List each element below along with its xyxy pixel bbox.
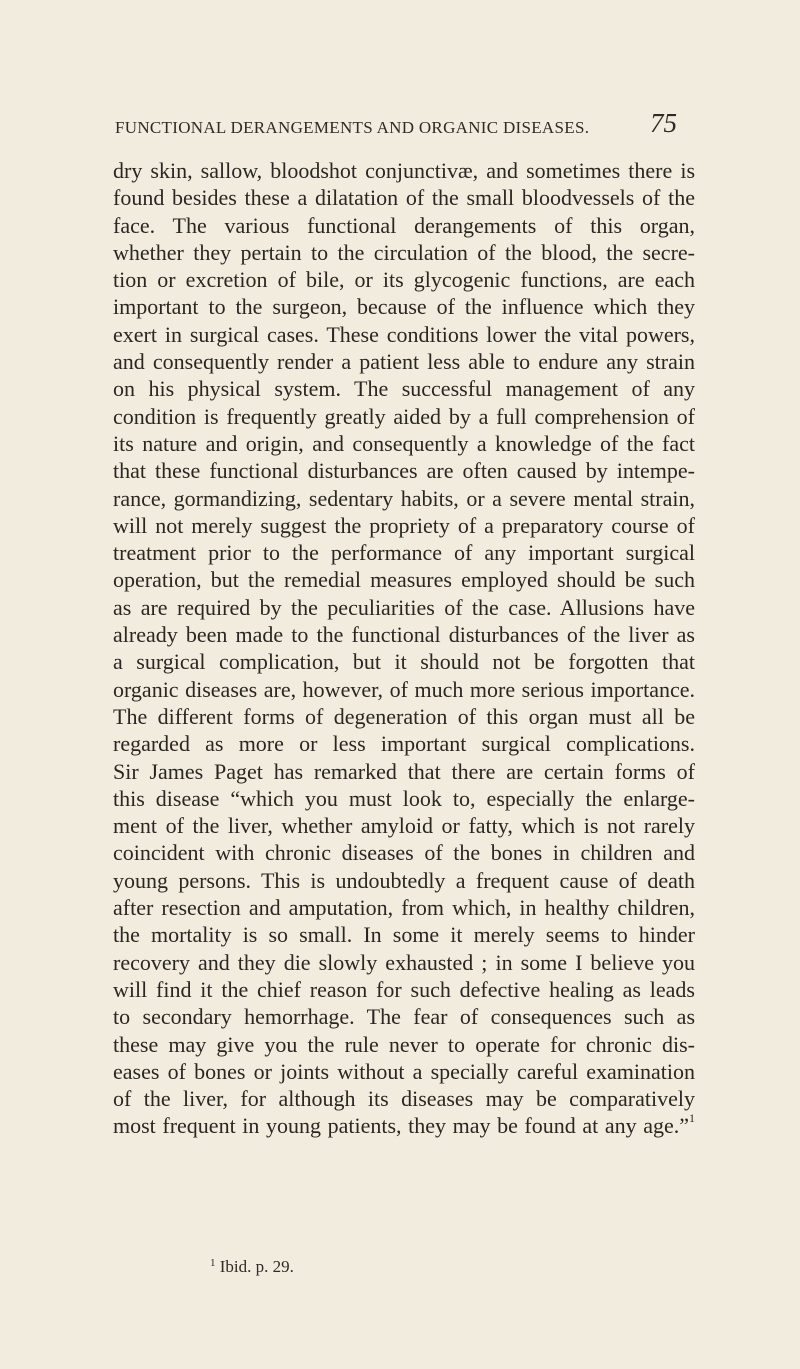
text-line: ment of the liver, whether amyloid or fatty, which is not rarely [113, 813, 695, 839]
footnote-marker: 1 [210, 1257, 216, 1269]
text-line: dry skin, sallow, bloodshot conjunctivæ, and sometimes there is [113, 158, 695, 183]
text-line: important to the surgeon, because of the influence which they [113, 294, 695, 320]
text-line: its nature and origin, and consequently a knowledge of the fact [113, 430, 695, 456]
text-line: coincident with chronic diseases of the bones in children and [113, 840, 695, 866]
running-head: FUNCTIONAL DERANGEMENTS AND ORGANIC DISEASES. [115, 118, 590, 137]
text-line: as are required by the peculiarities of the case. Allusions have [113, 594, 695, 620]
text-line: eases of bones or joints without a specially careful examination [113, 1058, 695, 1084]
text-line: tion or excretion of bile, or its glycogenic functions, are each [113, 267, 695, 293]
text-line: of the liver, for although its diseases may be comparatively [113, 1086, 695, 1112]
text-line: found besides these a dilatation of the small bloodvessels of the [113, 185, 695, 211]
page-number: 75 [650, 108, 677, 138]
text-line: regarded as more or less important surgical complications. [113, 731, 695, 757]
text-line: will not merely suggest the propriety of a preparatory course of [113, 512, 695, 538]
text-line: face. The various functional derangements of this organ, [113, 212, 695, 238]
text-line: Sir James Paget has remarked that there are certain forms of [113, 758, 695, 784]
text-line: recovery and they die slowly exhausted ; in some I believe you [113, 949, 695, 975]
text-line: this disease “which you must look to, especially the enlarge- [113, 785, 695, 811]
text-line: condition is frequently greatly aided by a full comprehension of [113, 403, 695, 429]
text-line: organic diseases are, however, of much more serious importance. [113, 676, 695, 702]
text-line: the mortality is so small. In some it merely seems to hinder [113, 922, 695, 948]
text-line: young persons. This is undoubtedly a frequent cause of death [113, 867, 695, 893]
footnote-text: Ibid. p. 29. [219, 1257, 294, 1276]
text-line: that these functional disturbances are often caused by intempe- [113, 458, 695, 484]
body-text [113, 157, 695, 1140]
text-line: and consequently render a patient less able to endure any strain [113, 349, 695, 375]
text-line: most frequent in young patients, they may be found at any age.”$^1$ [113, 1112, 695, 1139]
text-line: whether they pertain to the circulation of the blood, the secre- [113, 239, 695, 265]
text-line: exert in surgical cases. These conditions lower the vital powers, [113, 321, 695, 347]
footnote [210, 1257, 294, 1277]
text-line: already been made to the functional disturbances of the liver as [113, 622, 695, 648]
text-line: on his physical system. The successful management of any [113, 376, 695, 402]
text-line: will find it the chief reason for such defective healing as leads [113, 976, 695, 1002]
text-line: The different forms of degeneration of this organ must all be [113, 703, 695, 729]
text-line: rance, gormandizing, sedentary habits, or a severe mental strain, [113, 485, 695, 511]
text-line: these may give you the rule never to operate for chronic dis- [113, 1031, 695, 1057]
text-line: treatment prior to the performance of any important surgical [113, 540, 695, 566]
text-line: a surgical complication, but it should not be forgotten that [113, 649, 695, 675]
footnote-reference: 1 [689, 1112, 695, 1126]
text-line: after resection and amputation, from which, in healthy children, [113, 895, 695, 921]
text-line: to secondary hemorrhage. The fear of consequences such as [113, 1004, 695, 1030]
text-line: operation, but the remedial measures employed should be such [113, 567, 695, 593]
